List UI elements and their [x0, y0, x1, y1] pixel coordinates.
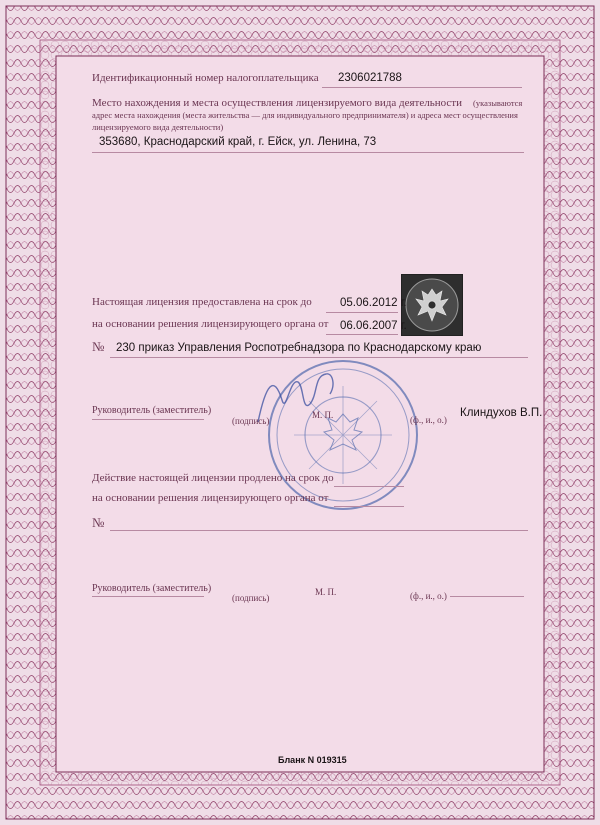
fio-label-1: (ф., и., о.)	[410, 415, 447, 425]
fio-label-2: (ф., и., о.)	[410, 591, 447, 601]
basis-label: на основании решения лицензирующего органа от	[92, 318, 329, 330]
location-underline	[92, 152, 524, 153]
tin-value: 2306021788	[338, 72, 402, 84]
extension-no-sign: №	[92, 515, 105, 530]
head-underline-1	[92, 419, 204, 420]
term-label: Настоящая лицензия предоставлена на срок до	[92, 296, 312, 308]
location-note-2: адрес места нахождения (места жительства — для индивидуального предпринимателя) и адреса мест осуществления	[92, 110, 518, 120]
extension-no-underline	[110, 530, 528, 531]
basis-date: 06.06.2007 г.	[340, 320, 407, 332]
blank-number: Бланк N 019315	[278, 755, 347, 765]
emblem-hologram	[401, 274, 463, 336]
extension-label: Действие настоящей лицензии продлено на срок до	[92, 472, 334, 484]
head-label-1: Руководитель (заместитель)	[92, 405, 212, 416]
eagle-icon	[402, 275, 462, 335]
stamp-label-1: М. П.	[312, 410, 334, 420]
stamp-label-2: М. П.	[315, 587, 337, 597]
location-note-1: (указываются	[473, 98, 523, 108]
fio-value-1: Клиндухов В.П.	[460, 407, 543, 419]
basis-underline	[326, 334, 398, 335]
extension-basis-label: на основании решения лицензирующего органа от	[92, 492, 329, 504]
term-underline	[326, 312, 398, 313]
extension-basis-underline	[334, 506, 404, 507]
extension-underline	[334, 486, 404, 487]
fio-underline-2	[450, 596, 524, 597]
head-label-2: Руководитель (заместитель)	[92, 583, 212, 594]
location-note-3: лицензируемого вида деятельности)	[92, 122, 224, 132]
tin-underline	[322, 87, 522, 88]
signature-label-2: (подпись)	[232, 593, 270, 603]
order-text: 230 приказ Управления Роспотребнадзора по Краснодарскому краю	[116, 342, 482, 354]
tin-label: Идентификационный номер налогоплательщика	[92, 72, 319, 84]
term-until: 05.06.2012 г.	[340, 297, 407, 309]
location-value: 353680, Краснодарский край, г. Ейск, ул. Ленина, 73	[99, 136, 377, 148]
order-no-sign: №	[92, 339, 105, 354]
head-underline-2	[92, 596, 204, 597]
location-label: Место нахождения и места осуществления лицензируемого вида деятельности	[92, 97, 462, 109]
signature-label-1: (подпись)	[232, 416, 270, 426]
